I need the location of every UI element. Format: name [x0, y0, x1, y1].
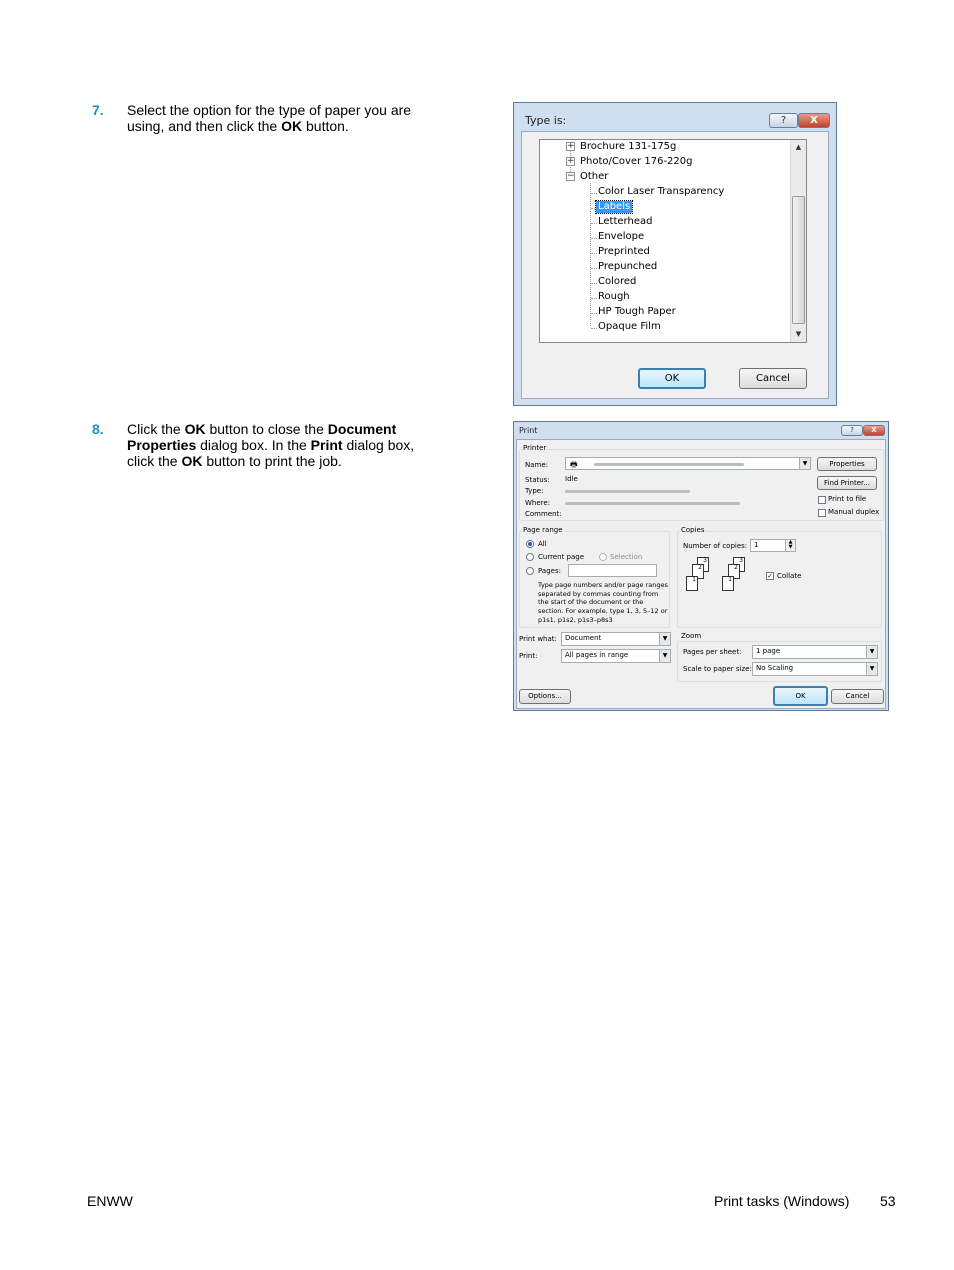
field-label: Number of copies:: [683, 542, 748, 550]
group-label: Page range: [523, 526, 563, 534]
print-dialog: [513, 421, 889, 711]
field-label: Scale to paper size:: [683, 665, 752, 673]
group-label: Zoom: [681, 632, 702, 640]
status-value: Idle: [565, 475, 578, 483]
radio-label: Pages:: [538, 567, 561, 575]
footer-section: Print tasks (Windows): [714, 1193, 850, 1209]
field-label: Name:: [525, 461, 549, 469]
page-icon: 1: [722, 576, 734, 591]
tree-item-colored[interactable]: Colored: [598, 276, 637, 287]
print-to-file-checkbox[interactable]: [818, 496, 826, 504]
page-icon: 2: [728, 564, 740, 579]
cancel-button[interactable]: Cancel: [831, 689, 884, 704]
group-label: Printer: [523, 444, 547, 452]
tree-scrollbar[interactable]: [790, 140, 806, 342]
tree-item-rough[interactable]: Rough: [598, 291, 630, 302]
printer-name-select[interactable]: [565, 457, 811, 470]
collapse-icon[interactable]: −: [567, 171, 575, 181]
find-printer-button[interactable]: Find Printer...: [817, 476, 877, 490]
selection-radio[interactable]: [599, 553, 607, 561]
checkbox-label: Manual duplex: [828, 508, 880, 516]
dropdown-arrow-icon: ▼: [659, 650, 670, 662]
paper-type-dialog: [513, 102, 837, 406]
page-icon: 3: [733, 557, 745, 572]
all-pages-radio[interactable]: [526, 540, 534, 548]
scale-select[interactable]: No Scaling ▼: [752, 662, 878, 676]
step-number: 7.: [92, 102, 104, 118]
print-select[interactable]: All pages in range ▼: [561, 649, 671, 663]
tree-group-label: Other: [580, 171, 609, 182]
field-label: Type:: [525, 487, 544, 495]
field-label: Print:: [519, 652, 538, 660]
tree-item-letterhead[interactable]: Letterhead: [598, 216, 653, 227]
scroll-down-icon[interactable]: ▼: [795, 330, 802, 338]
radio-label: Current page: [538, 553, 584, 561]
page-range-help-text: Type page numbers and/or page ranges separated by commas counting from the start of the document or the section. For example, type 1, 3, 5–12 or p1s1, p1s2, p1s3–p8s3: [538, 581, 668, 624]
step-text: Select the option for the type of paper you are using, and then click the OK button.: [127, 102, 412, 134]
tree-item-color-laser-transparency[interactable]: Color Laser Transparency: [598, 186, 725, 197]
tree-item-prepunched[interactable]: Prepunched: [598, 261, 658, 272]
tree-item-hp-tough-paper[interactable]: HP Tough Paper: [598, 306, 676, 317]
step-number: 8.: [92, 421, 104, 437]
dialog-title: Print: [519, 426, 538, 435]
field-label: Print what:: [519, 635, 557, 643]
dropdown-arrow-icon: ▼: [799, 458, 810, 469]
ok-button[interactable]: OK: [638, 368, 706, 389]
checkbox-label: Print to file: [828, 495, 867, 503]
tree-group-label: Brochure 131-175g: [580, 141, 677, 152]
help-button[interactable]: ?: [841, 425, 863, 436]
dropdown-arrow-icon: ▼: [866, 646, 877, 658]
expand-icon[interactable]: +: [567, 156, 575, 166]
field-label: Where:: [525, 499, 551, 507]
tree-item-envelope[interactable]: Envelope: [598, 231, 645, 242]
current-page-radio[interactable]: [526, 553, 534, 561]
radio-label: Selection: [610, 553, 643, 561]
pages-per-sheet-select[interactable]: 1 page ▼: [752, 645, 878, 659]
tree-item-preprinted[interactable]: Preprinted: [598, 246, 650, 257]
close-button[interactable]: X: [798, 113, 830, 128]
cancel-button[interactable]: Cancel: [739, 368, 807, 389]
dialog-title: Type is:: [525, 114, 567, 127]
collate-checkbox[interactable]: ✓: [767, 572, 773, 580]
close-button[interactable]: X: [863, 425, 885, 436]
footer-left: ENWW: [87, 1193, 133, 1209]
page-number: 53: [880, 1193, 896, 1209]
step-text: Click the OK button to close the Document Properties dialog box. In the Print dialog box, click the OK button to print the job.: [127, 421, 415, 469]
options-button[interactable]: Options...: [519, 689, 571, 704]
tree-group-label: Photo/Cover 176-220g: [580, 156, 693, 167]
stepper-arrows-icon[interactable]: ▲ ▼: [785, 540, 795, 551]
manual-duplex-checkbox[interactable]: [818, 509, 826, 517]
pages-input[interactable]: [568, 564, 657, 577]
copies-stepper[interactable]: 1 ▲ ▼: [750, 539, 796, 552]
page-icon: 3: [697, 557, 709, 572]
field-label: Status:: [525, 476, 550, 484]
dropdown-arrow-icon: ▼: [659, 633, 670, 645]
tree-item-labels[interactable]: Labels: [598, 201, 631, 212]
scroll-up-icon[interactable]: ▲: [795, 143, 802, 151]
tree-connector: [590, 183, 591, 326]
page-icon: 1: [686, 576, 698, 591]
radio-label: All: [538, 540, 547, 548]
tree-item-opaque-film[interactable]: Opaque Film: [598, 321, 661, 332]
print-what-select[interactable]: Document ▼: [561, 632, 671, 646]
checkbox-label: Collate: [777, 572, 802, 580]
field-label: Comment:: [525, 510, 562, 518]
scroll-thumb[interactable]: [792, 196, 805, 324]
group-label: Copies: [681, 526, 705, 534]
pages-radio[interactable]: [526, 567, 534, 575]
ok-button[interactable]: OK: [773, 686, 828, 706]
properties-button[interactable]: Properties: [817, 457, 877, 471]
printer-icon: 🖶: [570, 460, 578, 469]
help-button[interactable]: ?: [769, 113, 798, 128]
dropdown-arrow-icon: ▼: [866, 663, 877, 675]
page-icon: 2: [692, 564, 704, 579]
field-label: Pages per sheet:: [683, 648, 742, 656]
paper-type-tree[interactable]: [539, 139, 807, 343]
expand-icon[interactable]: +: [567, 141, 575, 151]
